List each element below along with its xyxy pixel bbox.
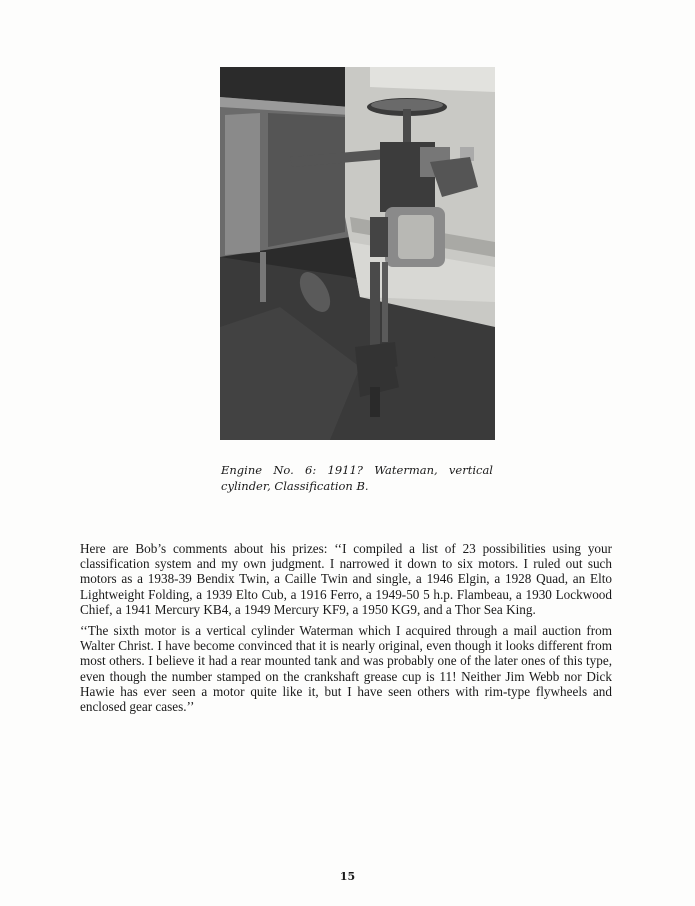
paragraph: ‘‘The sixth motor is a vertical cylinder Waterman which I acquired through a mail auction from Walter Christ. I have become convinced that it is nearly original, even though it looks different from most others. I believe it had a rear mounted tank and was probably one of the later ones of this type, even though the number stamped on the crankshaft grease cup is 11! Neither Jim Webb nor Dick Hawie has ever seen a motor quite like it, but I have seen others with rim-type flywheels and enclosed gear cases.’’ xyxy=(80,623,612,715)
article-body xyxy=(80,541,612,720)
photo-caption: Engine No. 6: 1911? Waterman, vertical cylinder, Classification B. xyxy=(221,463,493,493)
page-number: 15 xyxy=(339,870,356,883)
engine-photograph xyxy=(220,67,495,440)
paragraph: Here are Bob’s comments about his prizes: ‘‘I compiled a list of 23 possibilities using your classification system and my own judgment. I narrowed it down to six motors. I ruled out such motors as a 1938-39 Bendix Twin, a Caille Twin and single, a 1946 Elgin, a 1928 Quad, an Elto Lightweight Folding, a 1939 Elto Cub, a 1916 Ferro, a 1949-50 5 h.p. Flambeau, a 1930 Lockwood Chief, a 1941 Mercury KB4, a 1949 Mercury KF9, a 1950 KG9, and a Thor Sea King. xyxy=(80,541,612,617)
